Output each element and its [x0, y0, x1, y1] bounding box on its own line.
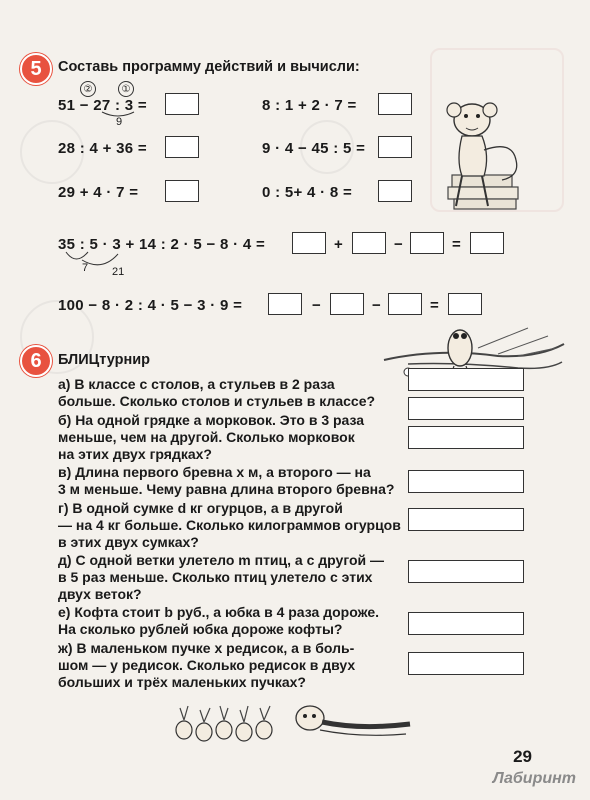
operator: −	[312, 297, 322, 314]
answer-box[interactable]	[388, 293, 422, 315]
answer-box[interactable]	[408, 612, 524, 635]
long-expression: 100 − 8 · 2 : 4 · 5 − 3 · 9 =	[58, 297, 243, 314]
answer-box[interactable]	[408, 652, 524, 675]
expression: 29 + 4 · 7 =	[58, 184, 139, 201]
expression: 51 − 27 : 3 =	[58, 97, 147, 114]
operator: =	[452, 236, 462, 253]
problem-zh: ж) В маленьком пучке х редисок, а в боль- шом — у редисок. Сколько редисок в двух больших и трёх маленьких пучках?	[58, 640, 356, 690]
long-expression: 35 : 5 · 3 + 14 : 2 · 5 − 8 · 4 =	[58, 236, 266, 253]
answer-box[interactable]	[408, 397, 524, 420]
intermediate-result: 21	[112, 266, 125, 278]
bracket-arc	[100, 110, 140, 120]
answer-box[interactable]	[408, 368, 524, 391]
answer-box[interactable]	[470, 232, 504, 254]
answer-box[interactable]	[330, 293, 364, 315]
answer-box[interactable]	[378, 136, 412, 158]
operator: =	[430, 297, 440, 314]
expression: 8 : 1 + 2 · 7 =	[262, 97, 357, 114]
page-number: 29	[513, 747, 532, 766]
answer-box[interactable]	[268, 293, 302, 315]
intermediate-result: 7	[82, 262, 89, 274]
answer-box[interactable]	[165, 136, 199, 158]
answer-box[interactable]	[408, 470, 524, 493]
expression: 9 · 4 − 45 : 5 =	[262, 140, 366, 157]
answer-box[interactable]	[165, 180, 199, 202]
operator: +	[334, 236, 344, 253]
answer-box[interactable]	[448, 293, 482, 315]
order-mark: ①	[118, 81, 134, 97]
operator: −	[372, 297, 382, 314]
answer-box[interactable]	[408, 560, 524, 583]
problem-v: в) Длина первого бревна х м, а второго — на 3 м меньше. Чему равна длина второго бревна?	[58, 464, 395, 497]
answer-box[interactable]	[352, 232, 386, 254]
answer-box[interactable]	[408, 508, 524, 531]
answer-box[interactable]	[292, 232, 326, 254]
intermediate-result: 9	[116, 116, 123, 128]
task-5-title: Составь программу действий и вычисли:	[58, 59, 360, 75]
answer-box[interactable]	[165, 93, 199, 115]
order-mark: ②	[80, 81, 96, 97]
operator: −	[394, 236, 404, 253]
answer-box[interactable]	[378, 180, 412, 202]
watermark: Лабиринт	[492, 770, 576, 787]
problem-d: д) С одной ветки улетело m птиц, а с другой — в 5 раз меньше. Сколько птиц улетело с этих двух веток?	[58, 552, 385, 602]
task-6-badge: 6	[20, 345, 52, 377]
problem-b: б) На одной грядке а морковок. Это в 3 раза меньше, чем на другой. Сколько морковок на этих двух грядках?	[58, 412, 365, 462]
problem-e: е) Кофта стоит b руб., а юбка в 4 раза дороже. На сколько рублей юбка дороже кофты?	[58, 604, 379, 637]
answer-box[interactable]	[408, 426, 524, 449]
answer-box[interactable]	[410, 232, 444, 254]
expression: 0 : 5+ 4 · 8 =	[262, 184, 353, 201]
problem-g: г) В одной сумке d кг огурцов, а в другой — на 4 кг больше. Сколько килограммов огурцов в этих двух сумках?	[58, 500, 401, 550]
task-6-title: БЛИЦтурнир	[58, 352, 150, 368]
problem-a: а) В классе с столов, а стульев в 2 раза больше. Сколько столов и стульев в классе?	[58, 376, 376, 409]
task-5-badge: 5	[20, 53, 52, 85]
radish-monkey-illustration	[170, 700, 420, 750]
expression: 28 : 4 + 36 =	[58, 140, 147, 157]
answer-box[interactable]	[378, 93, 412, 115]
monkey-illustration	[432, 80, 532, 220]
